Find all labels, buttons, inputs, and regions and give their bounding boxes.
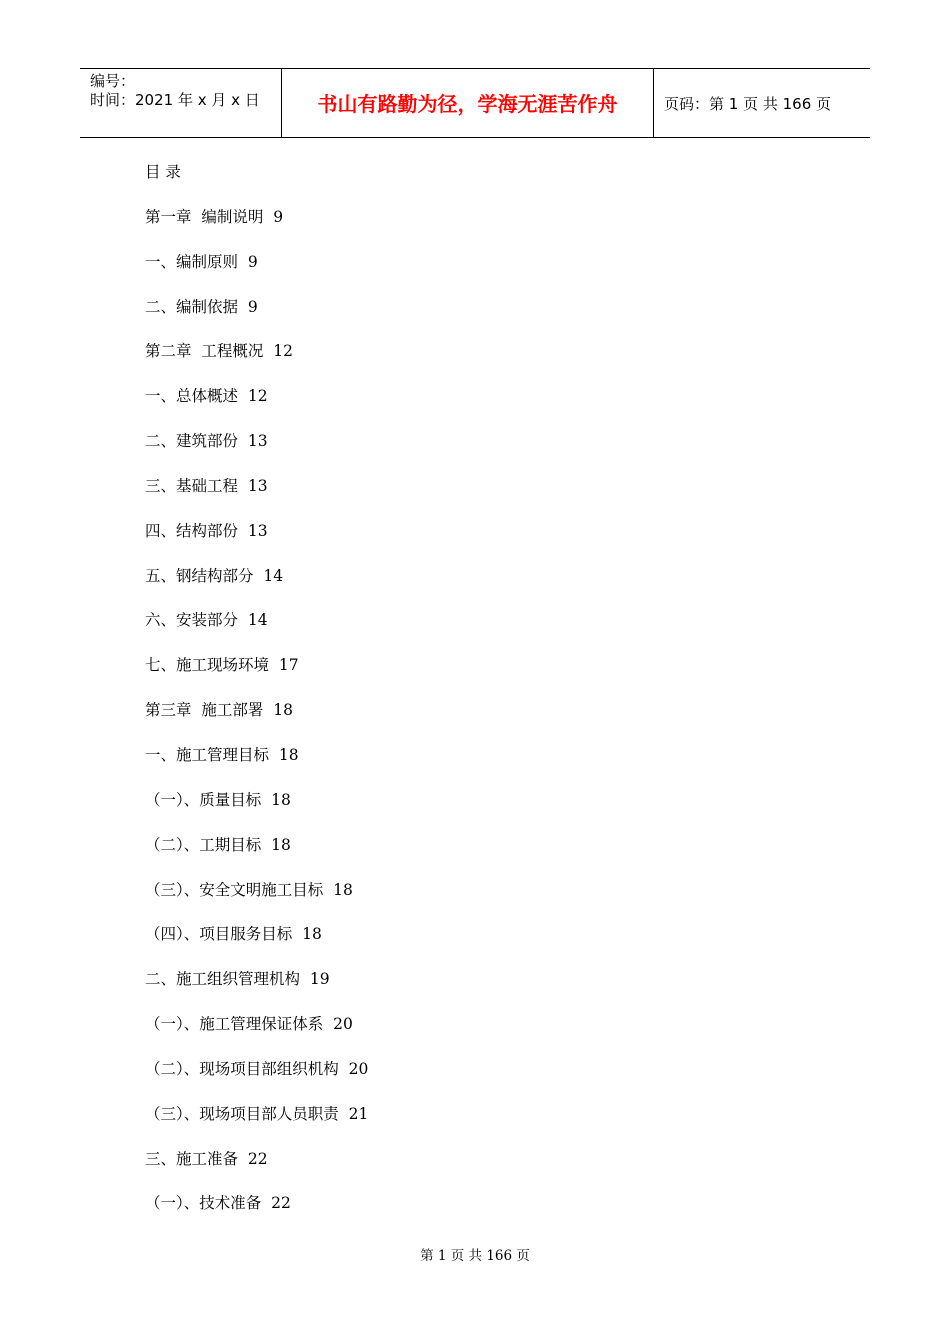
toc-entry: 一、编制原则 9 (145, 252, 258, 271)
toc-entry: 七、施工现场环境 17 (145, 656, 299, 675)
header-motto: 书山有路勤为径，学海无涯苦作舟 (317, 92, 618, 116)
toc-entry: （一）、技术准备 22 (145, 1194, 291, 1213)
toc-entry: 六、安装部分 14 (145, 611, 268, 630)
toc-entry: （一）、质量目标 18 (145, 790, 291, 809)
toc-title: 目 录 (145, 163, 181, 181)
footer-page-number: 第 1 页 共 166 页 (420, 1248, 530, 1264)
header-page-cell (654, 69, 870, 137)
toc-entry: 第一章 编制说明 9 (145, 207, 284, 226)
document-number: 编号： (90, 72, 136, 90)
toc-entry: 四、结构部份 13 (145, 521, 268, 540)
table-of-contents (145, 160, 368, 1236)
toc-entry: （四）、项目服务目标 18 (145, 925, 322, 944)
page-header (80, 68, 870, 138)
toc-entry: 二、施工组织管理机构 19 (145, 970, 330, 989)
header-meta-cell (80, 69, 282, 137)
toc-entry: （一）、施工管理保证体系 20 (145, 1015, 353, 1034)
header-page-info: 页码：第 1 页 共 166 页 (664, 95, 832, 113)
toc-entry: （三）、现场项目部人员职责 21 (145, 1104, 369, 1123)
toc-entry: （三）、安全文明施工目标 18 (145, 880, 353, 899)
toc-entry: 第二章 工程概况 12 (145, 342, 293, 361)
toc-entry: 第三章 施工部署 18 (145, 701, 293, 720)
toc-entry: 一、施工管理目标 18 (145, 745, 299, 764)
toc-entry: 三、施工准备 22 (145, 1149, 268, 1168)
toc-entry: 二、编制依据 9 (145, 297, 258, 316)
toc-entry: 二、建筑部份 13 (145, 432, 268, 451)
document-time: 时间：2021 年 x 月 x 日 (90, 91, 260, 109)
toc-entry: （二）、现场项目部组织机构 20 (145, 1059, 369, 1078)
header-motto-cell (282, 69, 654, 137)
toc-entry: 三、基础工程 13 (145, 476, 268, 495)
toc-entry: 五、钢结构部分 14 (145, 566, 284, 585)
page-footer (0, 1247, 950, 1265)
toc-entry: （二）、工期目标 18 (145, 835, 291, 854)
toc-entry: 一、总体概述 12 (145, 387, 268, 406)
